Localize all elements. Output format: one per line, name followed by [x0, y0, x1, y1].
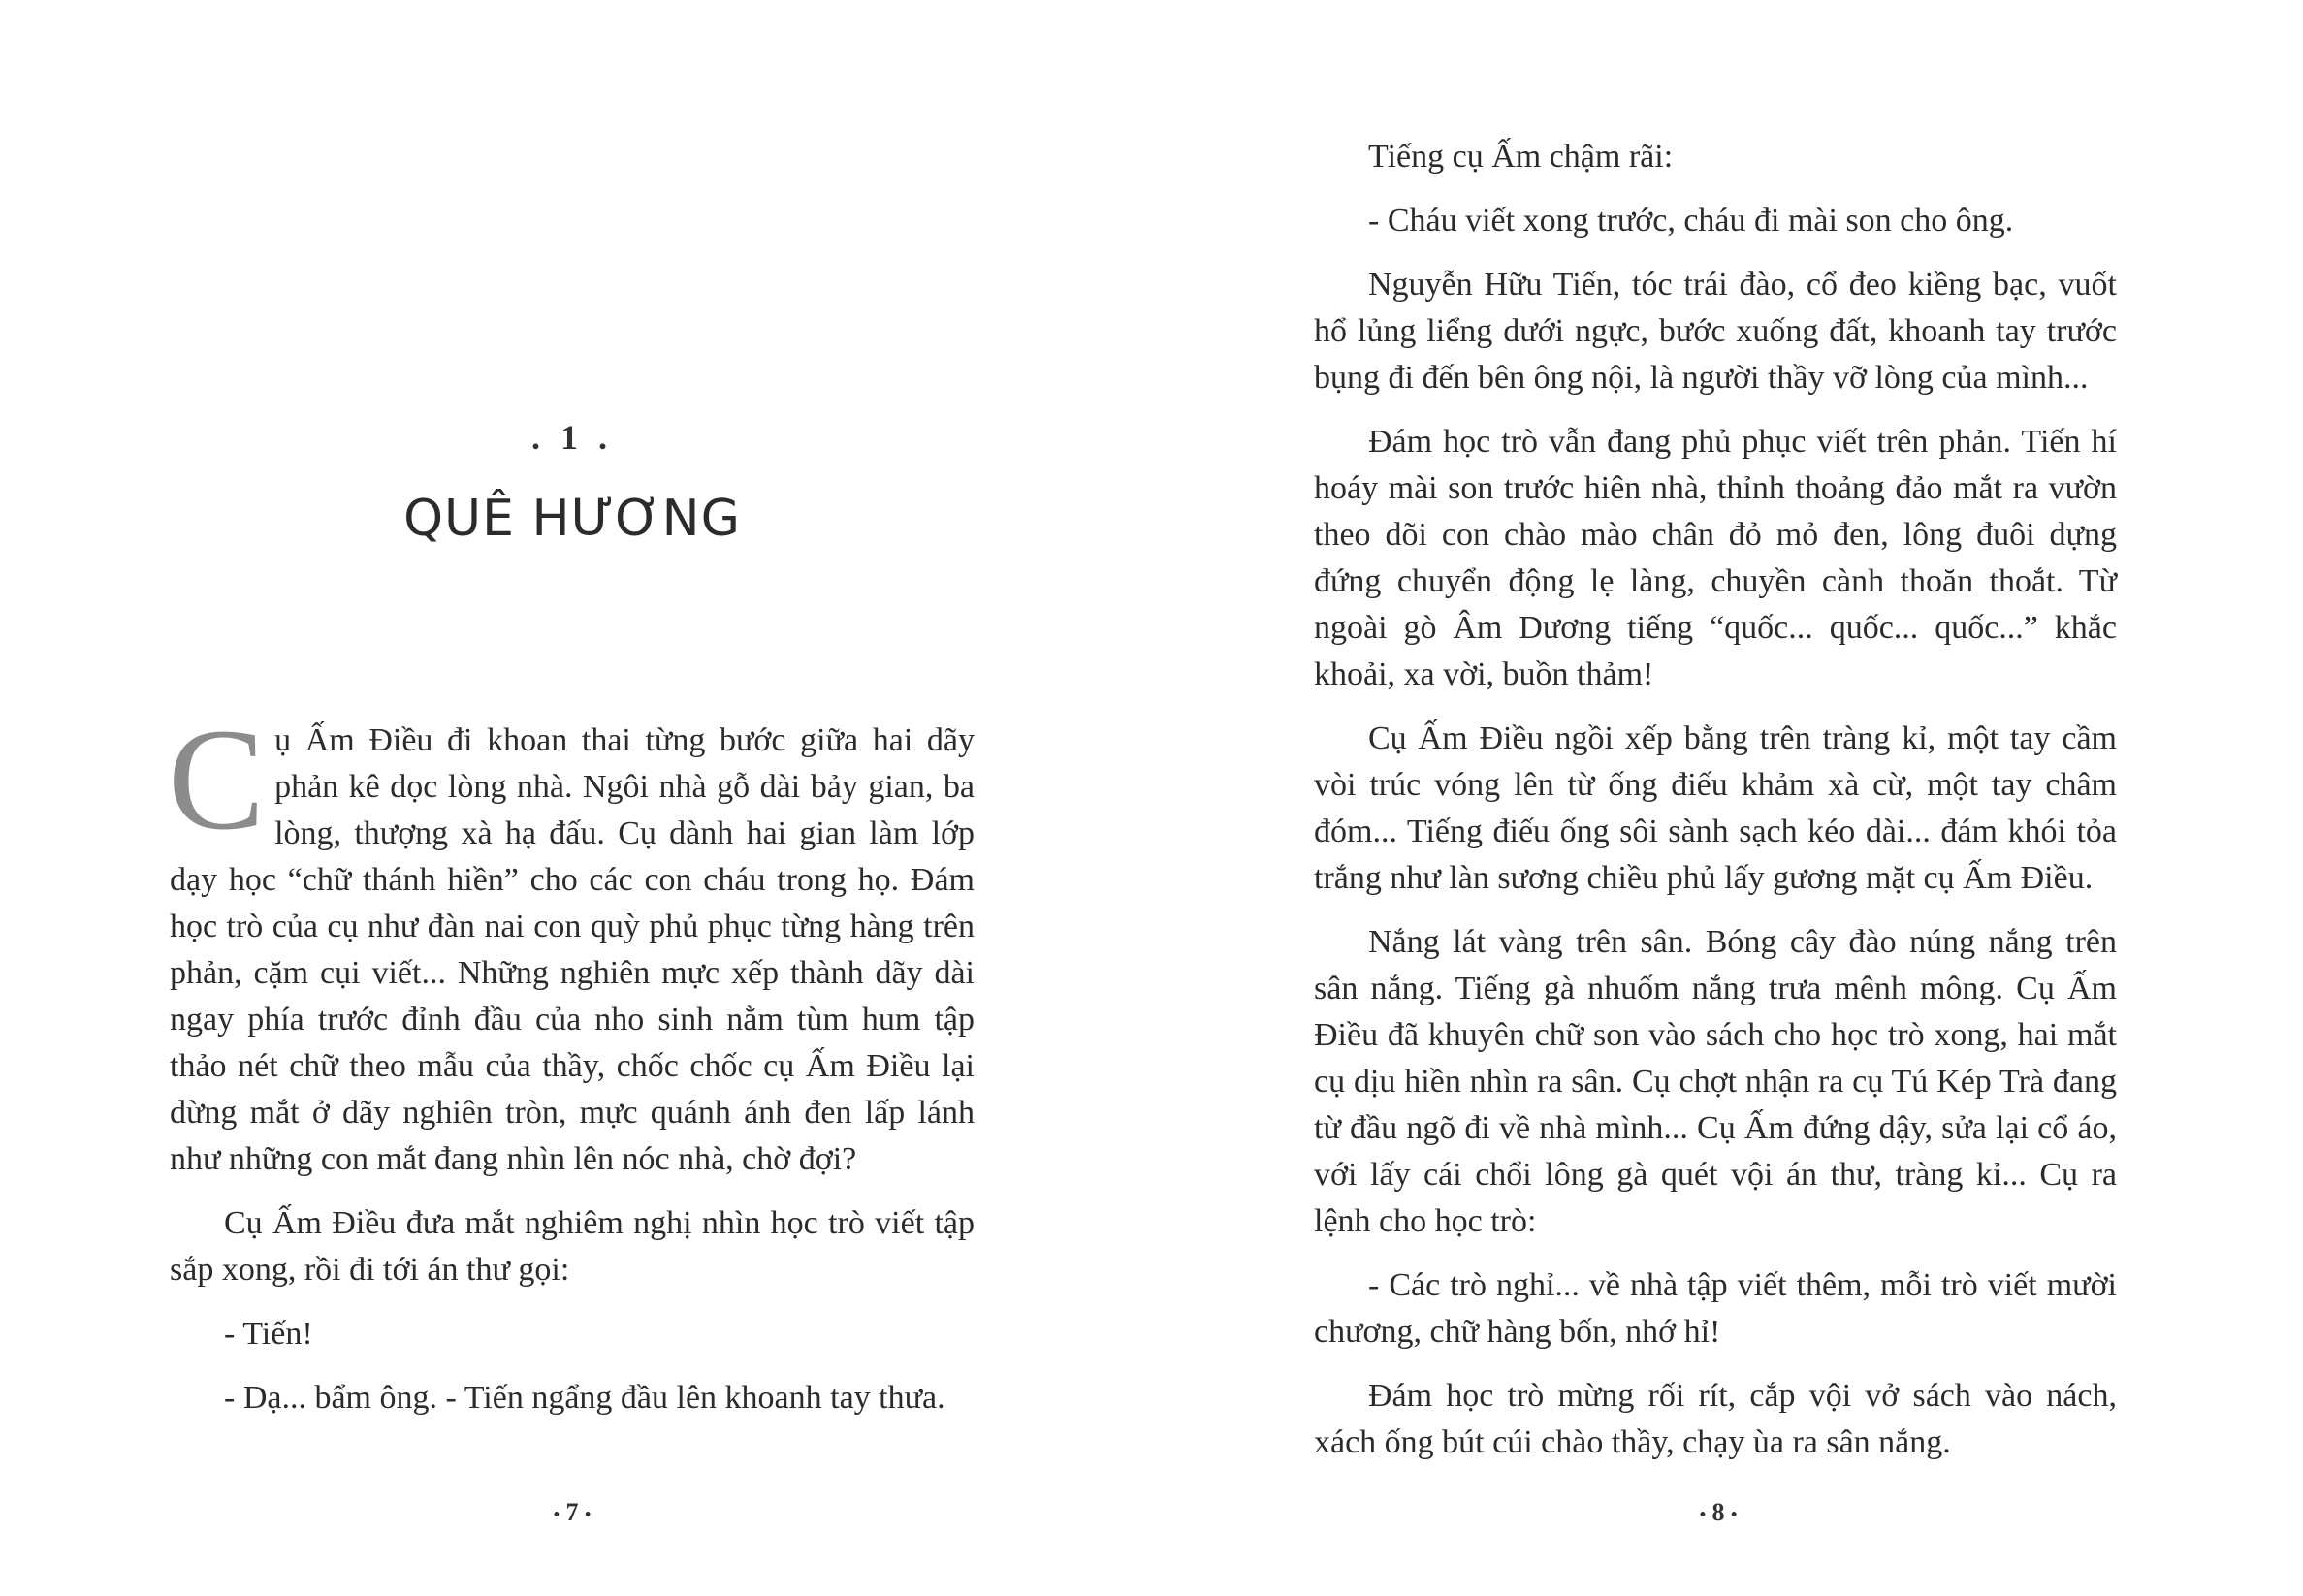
left-page-body — [168, 699, 975, 1439]
paragraph-r6: Nắng lát vàng trên sân. Bóng cây đào núng nắng trên sân nắng. Tiếng gà nhuốm nắng trưa mênh mông. Cụ Ấm Điều đã khuyên chữ son vào sách cho học trò xong, hai mắt cụ dịu hiền nhìn ra sân. Cụ chợt nhận ra cụ Tú Kép Trà đang từ đầu ngõ đi về nhà mình... Cụ Ấm đứng dậy, sửa lại cổ áo, với lấy cái chổi lông gà quét vội án thư, tràng kỉ... Cụ ra lệnh cho học trò: — [1314, 924, 2117, 1239]
folio-dot-icon: • — [553, 1504, 560, 1524]
page-number-left — [475, 1498, 669, 1527]
paragraph-r5: Cụ Ấm Điều ngồi xếp bằng trên tràng kỉ, một tay cầm vòi trúc vóng lên từ ống điếu khảm xà cừ, một tay châm đóm... Tiếng điếu ống sôi sành sạch kéo dài... đám khói tỏa trắng như làn sương chiều phủ lấy gương mặt cụ Ấm Điều. — [1314, 720, 2117, 896]
page-number-left-value: 7 — [565, 1498, 579, 1526]
paragraph-r7: - Các trò nghỉ... về nhà tập viết thêm, mỗi trò viết mười chương, chữ hàng bốn, nhớ hỉ! — [1314, 1267, 2117, 1350]
paragraph-1-text: ụ Ấm Điều đi khoan thai từng bước giữa hai dãy phản kê dọc lòng nhà. Ngôi nhà gỗ dài bảy gian, ba lòng, thượng xà hạ đấu. Cụ dành hai gian làm lớp dạy học “chữ thánh hiền” cho các con cháu trong họ. Đám học trò của cụ như đàn nai con quỳ phủ phục từng hàng trên phản, cặm cụi viết... Những nghiên mực xếp thành dãy dài ngay phía trước đỉnh đầu của nho sinh nằm tùm hum tập thảo nét chữ theo mẫu của thầy, chốc chốc cụ Ấm Điều lại dừng mắt ở dãy nghiên tròn, mực quánh ánh đen lấp lánh như những con mắt đang nhìn lên nóc nhà, chờ đợi? — [170, 722, 975, 1177]
paragraph-2: Cụ Ấm Điều đưa mắt nghiêm nghị nhìn học trò viết tập sắp xong, rồi đi tới án thư gọi: — [170, 1205, 975, 1288]
paragraph-1 — [168, 699, 975, 1183]
paragraph-r4: Đám học trò vẫn đang phủ phục viết trên phản. Tiến hí hoáy mài son trước hiên nhà, thỉnh thoảng đảo mắt ra vườn theo dõi con chào mào chân đỏ mỏ đen, lông đuôi dựng đứng chuyển động lẹ làng, chuyền cành thoăn thoắt. Từ ngoài gò Âm Dương tiếng “quốc... quốc... quốc...” khắc khoải, xa vời, buồn thảm! — [1314, 424, 2117, 692]
right-page — [1151, 0, 2303, 1596]
paragraph-r1: Tiếng cụ Ấm chậm rãi: — [1368, 139, 1674, 175]
paragraph-r2: - Cháu viết xong trước, cháu đi mài son cho ông. — [1368, 203, 2014, 239]
page-number-right-value: 8 — [1711, 1498, 1725, 1526]
folio-dot-icon: • — [1731, 1504, 1738, 1524]
folio-dot-icon: • — [1699, 1504, 1706, 1524]
paragraph-3: - Tiến! — [224, 1316, 313, 1352]
paragraph-4: - Dạ... bẩm ông. - Tiến ngẩng đầu lên khoanh tay thưa. — [224, 1380, 945, 1416]
left-page — [0, 0, 1151, 1596]
drop-cap: C — [168, 699, 266, 860]
folio-dot-icon: • — [585, 1504, 592, 1524]
chapter-title: QUÊ HƯƠNG — [403, 490, 741, 548]
chapter-number: . 1 . — [531, 418, 613, 457]
paragraph-r8: Đám học trò mừng rối rít, cắp vội vở sách vào nách, xách ống bút cúi chào thầy, chạy ùa ra sân nắng. — [1314, 1378, 2117, 1460]
paragraph-r3: Nguyễn Hữu Tiến, tóc trái đào, cổ đeo kiềng bạc, vuốt hổ lủng liểng dưới ngực, bước xuống đất, khoanh tay trước bụng đi đến bên ông nội, là người thầy vỡ lòng của mình... — [1314, 267, 2117, 396]
right-page-body — [1314, 134, 2117, 1484]
page-number-right — [1621, 1498, 1815, 1527]
